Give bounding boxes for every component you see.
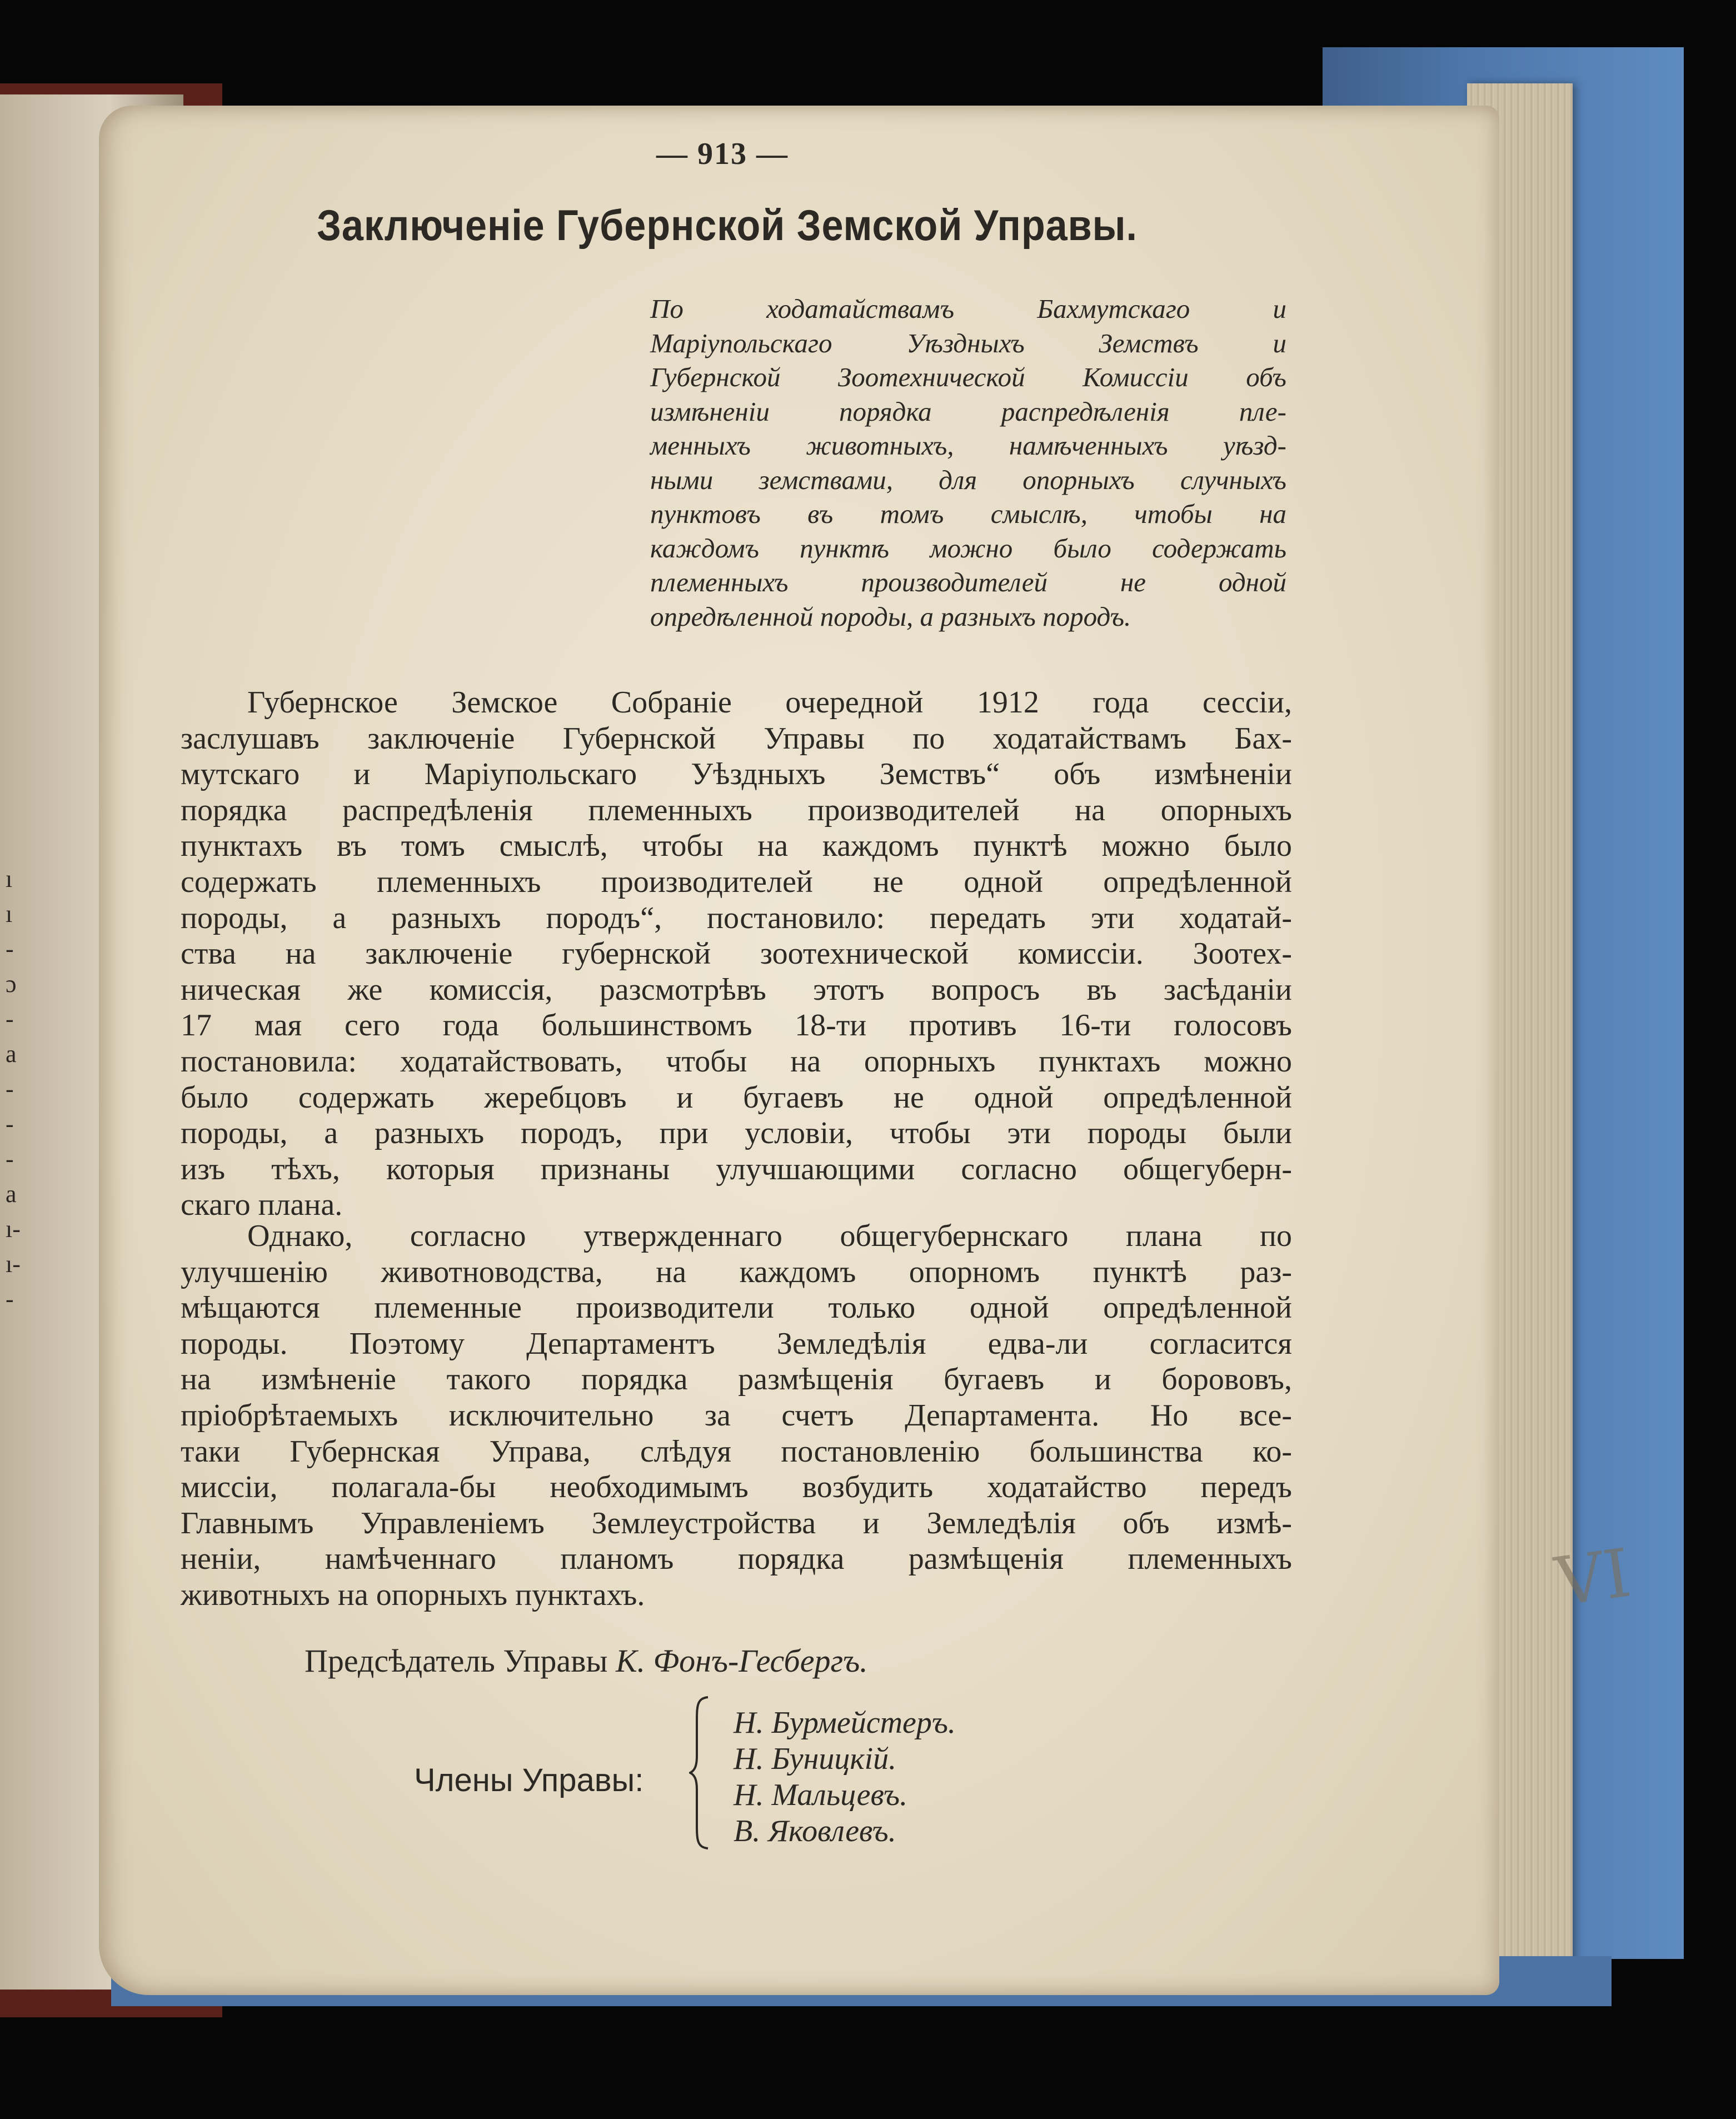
left-mark: -	[6, 1285, 14, 1313]
body-line: порядка распредѣленія племенныхъ производителей на опорныхъ	[181, 792, 1292, 827]
abstract-line: менныхъ животныхъ, намѣченныхъ уѣзд-	[650, 430, 1286, 461]
body-line: Однако, согласно утвержденнаго общегубернскаго плана по	[247, 1219, 1292, 1253]
left-mark: -	[6, 1145, 14, 1173]
left-mark: ı-	[6, 1250, 21, 1278]
body-line: изъ тѣхъ, которыя признаны улучшающими согласно общегуберн-	[181, 1151, 1292, 1186]
member-name: Н. Буницкій.	[734, 1742, 897, 1776]
page-heading: Заключеніе Губернской Земской Управы.	[317, 201, 1138, 250]
body-line: заслушавъ заключеніе Губернской Управы по ходатайствамъ Бах-	[181, 721, 1292, 756]
paragraph-2	[181, 1218, 1292, 1613]
chairman-signature	[305, 1642, 868, 1679]
abstract-line: племенныхъ производителей не одной	[650, 567, 1286, 597]
left-mark: ı	[6, 900, 13, 928]
body-line: ническая же комиссія, разсмотрѣвъ этотъ вопросъ въ засѣданіи	[181, 972, 1292, 1007]
abstract-line: Губернской Зоотехнической Комиссіи объ	[650, 362, 1286, 392]
body-line: ства на заключеніе губернской зоотехнической комиссіи. Зоотех-	[181, 936, 1292, 971]
body-line: улучшенію животноводства, на каждомъ опорномъ пунктѣ раз-	[181, 1254, 1292, 1289]
left-mark: -	[6, 935, 14, 963]
member-name: Н. Мальцевъ.	[734, 1778, 908, 1812]
abstract-line: измѣненіи порядка распредѣленія пле-	[650, 396, 1286, 427]
body-line: скаго плана.	[181, 1188, 343, 1223]
abstract-line: каждомъ пунктѣ можно было содержать	[650, 532, 1286, 564]
left-mark: -	[6, 1075, 14, 1103]
body-line: Губернское Земское Собраніе очередной 1912 года сессіи,	[247, 685, 1292, 720]
body-line: пунктахъ въ томъ смыслѣ, чтобы на каждомъ пунктѣ можно было	[181, 829, 1292, 864]
margin-note: VI	[1550, 1534, 1636, 1622]
body-line: мутскаго и Маріупольскаго Уѣздныхъ Земствъ“ объ измѣненіи	[181, 757, 1292, 792]
left-mark: ı	[6, 865, 13, 893]
body-line: породы. Поэтому Департаментъ Земледѣлія едва-ли согласится	[181, 1326, 1292, 1361]
abstract-line: опредѣленной породы, а разныхъ породъ.	[650, 601, 1131, 632]
left-mark: a	[6, 1180, 17, 1208]
body-line: на измѣненіе такого порядка размѣщенія бугаевъ и борововъ,	[181, 1362, 1292, 1397]
chairman-name: К. Фонъ-Гесбергъ.	[615, 1643, 868, 1679]
paragraph-1	[181, 685, 1292, 1223]
abstract-line: По ходатайствамъ Бахмутскаго и	[650, 293, 1286, 324]
body-line: породы, а разныхъ породъ“, постановило: передать эти ходатай-	[181, 900, 1292, 935]
left-mark: a	[6, 1040, 17, 1068]
body-line: содержать племенныхъ производителей не одной опредѣленной	[181, 864, 1292, 899]
abstract-line: Маріупольскаго Уѣздныхъ Земствъ и	[650, 327, 1286, 358]
left-mark: ɔ	[6, 970, 17, 998]
abstract-block	[650, 292, 1286, 634]
chairman-label: Предсѣдатель Управы	[305, 1643, 608, 1679]
body-line: миссіи, полагала-бы необходимымъ возбудить ходатайство передъ	[181, 1470, 1292, 1505]
page-number: — 913 —	[656, 137, 789, 171]
body-line: породы, а разныхъ породъ, при условіи, чтобы эти породы были	[181, 1116, 1292, 1151]
body-line: было содержать жеребцовъ и бугаевъ не одной опредѣленной	[181, 1080, 1292, 1115]
curly-brace-icon	[689, 1695, 711, 1851]
member-name: В. Яковлевъ.	[734, 1814, 896, 1848]
abstract-line: ными земствами, для опорныхъ случныхъ	[650, 464, 1286, 495]
members-label: Члены Управы:	[414, 1762, 644, 1798]
body-line: пріобрѣтаемыхъ исключительно за счетъ Департамента. Но все-	[181, 1398, 1292, 1433]
body-line: Главнымъ Управленіемъ Землеустройства и Земледѣлія объ измѣ-	[181, 1505, 1292, 1540]
members-list	[734, 1705, 956, 1849]
left-mark: ı-	[6, 1215, 21, 1243]
left-mark: -	[6, 1110, 14, 1138]
body-line: неніи, намѣченнаго планомъ порядка размѣщенія племенныхъ	[181, 1542, 1292, 1577]
member-name: Н. Бурмейстеръ.	[734, 1706, 956, 1740]
body-line: животныхъ на опорныхъ пунктахъ.	[181, 1577, 645, 1612]
body-line: постановила: ходатайствовать, чтобы на опорныхъ пунктахъ можно	[181, 1044, 1292, 1079]
abstract-line: пунктовъ въ томъ смыслѣ, чтобы на	[650, 498, 1286, 529]
body-line: 17 мая сего года большинствомъ 18-ти противъ 16-ти голосовъ	[181, 1008, 1292, 1043]
left-mark: -	[6, 1005, 14, 1033]
body-line: таки Губернская Управа, слѣдуя постановленію большинства ко-	[181, 1434, 1292, 1469]
body-line: мѣщаются племенные производители только одной опредѣленной	[181, 1290, 1292, 1325]
